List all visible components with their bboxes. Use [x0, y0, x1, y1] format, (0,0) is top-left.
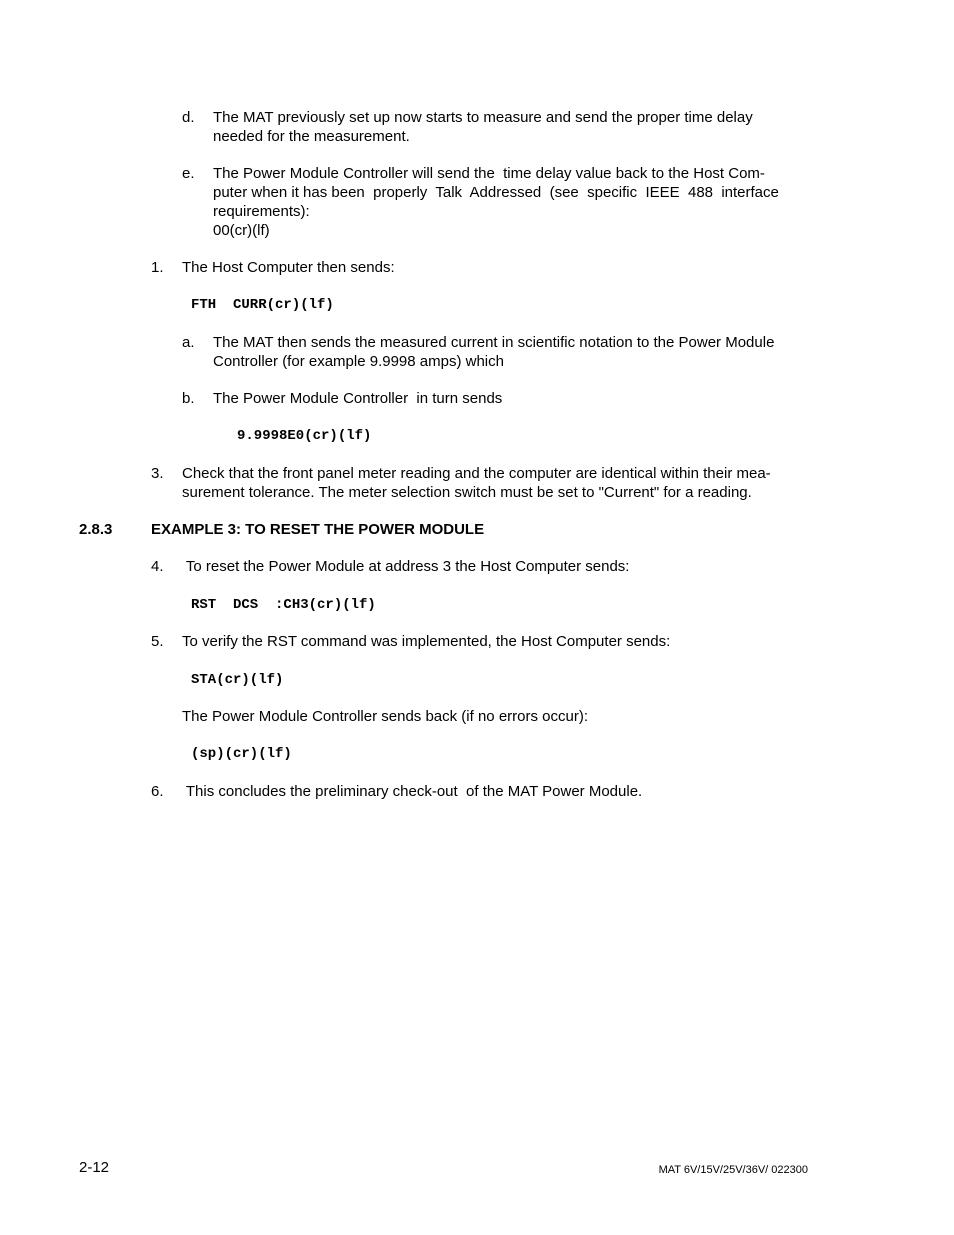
item-b-text: The Power Module Controller in turn sends — [213, 390, 503, 407]
item-6-marker: 6. — [151, 783, 164, 800]
doc-id: MAT 6V/15V/25V/36V/ 022300 — [658, 1164, 808, 1176]
item-a-text — [213, 333, 808, 371]
item-3-text — [182, 464, 808, 502]
item-b-marker: b. — [182, 390, 195, 407]
code-fth-curr: FTH CURR(cr)(lf) — [191, 297, 334, 313]
item-5-marker: 5. — [151, 633, 164, 650]
item-e-line1: The Power Module Controller will send the time delay value back to the Host Com- — [213, 165, 765, 182]
item-6-text: This concludes the preliminary check-out of the MAT Power Module. — [182, 783, 643, 800]
item-d-marker: d. — [182, 109, 195, 126]
item-3-marker: 3. — [151, 465, 164, 482]
item-3-line1: Check that the front panel meter reading and the computer are identical within their mea- — [182, 465, 771, 482]
page-number: 2-12 — [79, 1159, 110, 1176]
item-4-text: To reset the Power Module at address 3 the Host Computer sends: — [182, 558, 630, 575]
code-rst: RST DCS :CH3(cr)(lf) — [191, 597, 376, 613]
item-e-marker: e. — [182, 165, 195, 182]
section-number: 2.8.3 — [79, 521, 113, 538]
code-sta: STA(cr)(lf) — [191, 672, 284, 688]
item-5-text: To verify the RST command was implemented, the Host Computer sends: — [182, 633, 671, 650]
item-4-marker: 4. — [151, 558, 164, 575]
section-title: EXAMPLE 3: TO RESET THE POWER MODULE — [151, 521, 485, 538]
item-e-line4: 00(cr)(lf) — [213, 222, 270, 239]
item-3-line2: surement tolerance. The meter selection switch must be set to "Current" for a reading. — [182, 484, 752, 501]
item-e-text — [213, 164, 808, 240]
item-1-marker: 1. — [151, 259, 164, 276]
item-a-line2: Controller (for example 9.9998 amps) which — [213, 353, 504, 370]
item-e-line2: puter when it has been properly Talk Addressed (see specific IEEE 488 interface — [213, 184, 779, 201]
reply-text: The Power Module Controller sends back (if no errors occur): — [182, 708, 588, 725]
code-value: 9.9998E0(cr)(lf) — [237, 428, 372, 444]
item-e-line3: requirements): — [213, 203, 310, 220]
item-a-line1: The MAT then sends the measured current in scientific notation to the Power Module — [213, 334, 775, 351]
code-sp: (sp)(cr)(lf) — [191, 746, 292, 762]
item-d-line2: needed for the measurement. — [213, 128, 410, 145]
item-d-line1: The MAT previously set up now starts to measure and send the proper time delay — [213, 109, 753, 126]
item-a-marker: a. — [182, 334, 195, 351]
item-d-text — [213, 108, 808, 146]
item-1-text: The Host Computer then sends: — [182, 259, 395, 276]
